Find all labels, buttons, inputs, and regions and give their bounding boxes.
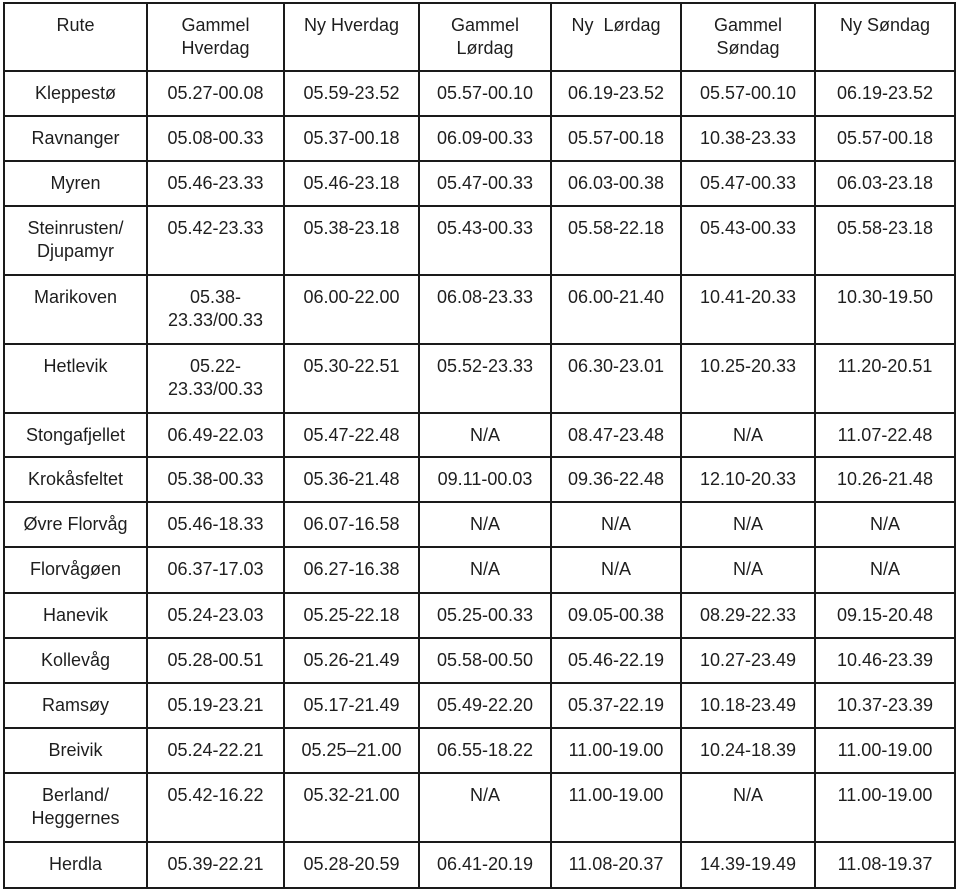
- route-name: Krokåsfeltet: [27, 469, 124, 489]
- cell-gammel-sondag: [681, 502, 815, 547]
- time-range: 05.38-00.33: [167, 469, 264, 489]
- time-range: 05.24-22.21: [167, 740, 264, 760]
- route-name: Marikoven: [33, 287, 118, 307]
- time-range: 10.25-20.33: [699, 356, 797, 376]
- time-range: 05.42-23.33: [167, 218, 264, 238]
- cell-route: [4, 773, 147, 842]
- cell-ny-lordag: [551, 457, 681, 502]
- time-range: 05.52-23.33: [436, 356, 534, 376]
- cell-gammel-lordag: [419, 502, 551, 547]
- header-rute: [4, 3, 147, 71]
- cell-gammel-lordag: [419, 344, 551, 413]
- time-range: 05.28-20.59: [303, 854, 400, 874]
- route-name: Florvågøen: [29, 559, 122, 579]
- cell-ny-hverdag: [284, 842, 419, 888]
- cell-gammel-sondag: [681, 344, 815, 413]
- cell-ny-hverdag: [284, 344, 419, 413]
- time-range: 05.57-00.10: [699, 83, 797, 103]
- time-range: 09.36-22.48: [567, 469, 665, 489]
- table-row: [4, 161, 955, 206]
- time-range: 06.30-23.01: [567, 356, 665, 376]
- cell-gammel-lordag: [419, 683, 551, 728]
- time-range: 05.25-00.33: [436, 605, 534, 625]
- cell-gammel-lordag: [419, 547, 551, 593]
- time-range: N/A: [600, 559, 631, 579]
- route-name: Berland/ Heggernes: [31, 785, 120, 828]
- time-range: N/A: [469, 559, 500, 579]
- time-range: 05.39-22.21: [167, 854, 264, 874]
- route-name: Ramsøy: [42, 695, 109, 715]
- time-range: 06.37-17.03: [167, 559, 264, 579]
- cell-gammel-hverdag: [147, 161, 284, 206]
- time-range: 06.49-22.03: [167, 425, 264, 445]
- time-range: N/A: [469, 425, 500, 445]
- table-row: [4, 206, 955, 275]
- route-name: Kleppestø: [34, 83, 117, 103]
- cell-ny-hverdag: [284, 638, 419, 683]
- cell-gammel-lordag: [419, 773, 551, 842]
- time-range: 11.08-19.37: [837, 854, 933, 874]
- cell-gammel-hverdag: [147, 413, 284, 457]
- table-row: [4, 773, 955, 842]
- time-range: 05.58-22.18: [567, 218, 665, 238]
- time-range: 05.32-21.00: [303, 785, 400, 805]
- header-gammel-sondag: [681, 3, 815, 71]
- cell-gammel-lordag: [419, 206, 551, 275]
- route-name: Hetlevik: [43, 356, 108, 376]
- time-range: 05.47-00.33: [699, 173, 797, 193]
- cell-gammel-hverdag: [147, 275, 284, 344]
- time-range: 05.47-22.48: [303, 425, 400, 445]
- cell-ny-lordag: [551, 547, 681, 593]
- table-row: [4, 593, 955, 638]
- time-range: 05.58-23.18: [836, 218, 934, 238]
- route-name: Øvre Florvåg: [23, 514, 128, 534]
- cell-gammel-sondag: [681, 547, 815, 593]
- cell-ny-sondag: [815, 206, 955, 275]
- cell-ny-sondag: [815, 547, 955, 593]
- cell-ny-hverdag: [284, 413, 419, 457]
- cell-route: [4, 593, 147, 638]
- cell-gammel-sondag: [681, 773, 815, 842]
- table-row: [4, 547, 955, 593]
- cell-gammel-lordag: [419, 116, 551, 161]
- cell-route: [4, 683, 147, 728]
- time-range: 11.00-19.00: [568, 785, 664, 805]
- route-name: Hanevik: [42, 605, 109, 625]
- time-range: 06.08-23.33: [436, 287, 534, 307]
- time-range: 10.41-20.33: [699, 287, 797, 307]
- cell-route: [4, 502, 147, 547]
- cell-ny-sondag: [815, 413, 955, 457]
- cell-route: [4, 344, 147, 413]
- cell-ny-lordag: [551, 773, 681, 842]
- cell-route: [4, 206, 147, 275]
- cell-gammel-sondag: [681, 71, 815, 116]
- cell-ny-lordag: [551, 413, 681, 457]
- time-range: 10.38-23.33: [699, 128, 797, 148]
- time-range: N/A: [732, 559, 763, 579]
- cell-route: [4, 161, 147, 206]
- time-range: 05.43-00.33: [699, 218, 797, 238]
- route-name: Ravnanger: [31, 128, 120, 148]
- time-range: 05.25-22.18: [303, 605, 400, 625]
- time-range: 10.46-23.39: [836, 650, 934, 670]
- time-range: 11.20-20.51: [837, 356, 933, 376]
- time-range: 05.58-00.50: [436, 650, 534, 670]
- cell-ny-lordag: [551, 344, 681, 413]
- time-range: 11.00-19.00: [837, 785, 933, 805]
- cell-gammel-lordag: [419, 71, 551, 116]
- time-range: N/A: [732, 514, 763, 534]
- time-range: 05.47-00.33: [436, 173, 534, 193]
- cell-gammel-hverdag: [147, 457, 284, 502]
- time-range: 11.00-19.00: [837, 740, 933, 760]
- time-range: 06.09-00.33: [436, 128, 534, 148]
- header-ny-hverdag: [284, 3, 419, 71]
- table-row: [4, 683, 955, 728]
- cell-ny-lordag: [551, 842, 681, 888]
- time-range: 06.41-20.19: [436, 854, 534, 874]
- header-label: Gammel Lørdag: [450, 15, 519, 58]
- cell-gammel-hverdag: [147, 773, 284, 842]
- time-range: 08.29-22.33: [699, 605, 797, 625]
- time-range: 06.00-21.40: [567, 287, 665, 307]
- route-name: Kollevåg: [40, 650, 111, 670]
- cell-gammel-sondag: [681, 206, 815, 275]
- time-range: 10.18-23.49: [699, 695, 797, 715]
- time-range: 09.05-00.38: [567, 605, 665, 625]
- cell-ny-sondag: [815, 502, 955, 547]
- time-range: 06.55-18.22: [436, 740, 534, 760]
- header-row: [4, 3, 955, 71]
- cell-gammel-hverdag: [147, 842, 284, 888]
- cell-ny-lordag: [551, 161, 681, 206]
- time-range: N/A: [732, 785, 763, 805]
- table-row: [4, 344, 955, 413]
- cell-route: [4, 413, 147, 457]
- route-name: Herdla: [48, 854, 103, 874]
- time-range: 05.38- 23.33/00.33: [167, 287, 264, 330]
- header-label: Ny Lørdag: [571, 15, 661, 35]
- time-range: 10.30-19.50: [836, 287, 934, 307]
- cell-gammel-hverdag: [147, 593, 284, 638]
- cell-ny-lordag: [551, 502, 681, 547]
- route-name: Myren: [50, 173, 101, 193]
- time-range: 10.24-18.39: [699, 740, 797, 760]
- time-range: 05.37-22.19: [567, 695, 665, 715]
- time-range: 05.17-21.49: [303, 695, 400, 715]
- cell-gammel-sondag: [681, 275, 815, 344]
- cell-route: [4, 71, 147, 116]
- cell-gammel-hverdag: [147, 728, 284, 773]
- time-range: 05.37-00.18: [303, 128, 400, 148]
- cell-ny-lordag: [551, 71, 681, 116]
- time-range: 06.19-23.52: [567, 83, 665, 103]
- cell-gammel-sondag: [681, 116, 815, 161]
- cell-route: [4, 547, 147, 593]
- time-range: 10.27-23.49: [699, 650, 797, 670]
- cell-ny-hverdag: [284, 457, 419, 502]
- cell-gammel-sondag: [681, 842, 815, 888]
- cell-ny-hverdag: [284, 206, 419, 275]
- cell-route: [4, 457, 147, 502]
- cell-gammel-lordag: [419, 275, 551, 344]
- time-range: 05.38-23.18: [303, 218, 400, 238]
- cell-ny-hverdag: [284, 547, 419, 593]
- cell-gammel-hverdag: [147, 502, 284, 547]
- cell-ny-sondag: [815, 842, 955, 888]
- time-range: N/A: [469, 514, 500, 534]
- cell-ny-sondag: [815, 71, 955, 116]
- time-range: N/A: [732, 425, 763, 445]
- cell-ny-sondag: [815, 683, 955, 728]
- cell-ny-sondag: [815, 728, 955, 773]
- cell-ny-lordag: [551, 638, 681, 683]
- cell-route: [4, 842, 147, 888]
- time-range: 05.25–21.00: [301, 740, 402, 760]
- time-range: 05.46-22.19: [567, 650, 665, 670]
- cell-ny-lordag: [551, 728, 681, 773]
- cell-ny-lordag: [551, 593, 681, 638]
- header-ny-sondag: [815, 3, 955, 71]
- cell-ny-sondag: [815, 773, 955, 842]
- time-range: 05.26-21.49: [303, 650, 400, 670]
- cell-ny-sondag: [815, 275, 955, 344]
- cell-gammel-sondag: [681, 593, 815, 638]
- time-range: 11.07-22.48: [837, 425, 933, 445]
- cell-gammel-hverdag: [147, 344, 284, 413]
- cell-ny-sondag: [815, 457, 955, 502]
- time-range: 11.08-20.37: [568, 854, 664, 874]
- time-range: 14.39-19.49: [699, 854, 797, 874]
- time-range: 05.57-00.18: [567, 128, 665, 148]
- cell-route: [4, 638, 147, 683]
- cell-gammel-hverdag: [147, 683, 284, 728]
- time-range: 05.59-23.52: [303, 83, 400, 103]
- time-range: N/A: [469, 785, 500, 805]
- header-label: Ny Hverdag: [303, 15, 400, 35]
- time-range: 05.46-23.33: [167, 173, 264, 193]
- cell-ny-hverdag: [284, 116, 419, 161]
- cell-ny-hverdag: [284, 593, 419, 638]
- time-range: 06.03-23.18: [836, 173, 934, 193]
- cell-gammel-lordag: [419, 161, 551, 206]
- cell-gammel-lordag: [419, 413, 551, 457]
- header-gammel-hverdag: [147, 3, 284, 71]
- table-row: [4, 275, 955, 344]
- cell-gammel-hverdag: [147, 547, 284, 593]
- cell-ny-lordag: [551, 275, 681, 344]
- header-label: Gammel Søndag: [713, 15, 782, 58]
- time-range: 10.37-23.39: [836, 695, 934, 715]
- time-range: 06.00-22.00: [303, 287, 400, 307]
- time-range: 05.08-00.33: [167, 128, 264, 148]
- cell-route: [4, 116, 147, 161]
- table-row: [4, 116, 955, 161]
- cell-gammel-sondag: [681, 683, 815, 728]
- cell-gammel-sondag: [681, 413, 815, 457]
- cell-ny-hverdag: [284, 728, 419, 773]
- header-ny-lordag: [551, 3, 681, 71]
- cell-ny-lordag: [551, 116, 681, 161]
- cell-gammel-hverdag: [147, 638, 284, 683]
- cell-ny-lordag: [551, 683, 681, 728]
- cell-ny-hverdag: [284, 683, 419, 728]
- time-range: 05.57-00.10: [436, 83, 534, 103]
- cell-gammel-sondag: [681, 161, 815, 206]
- schedule-table: [3, 2, 956, 889]
- time-range: 12.10-20.33: [699, 469, 797, 489]
- cell-ny-hverdag: [284, 773, 419, 842]
- time-range: 05.46-18.33: [167, 514, 264, 534]
- cell-ny-lordag: [551, 206, 681, 275]
- time-range: 05.57-00.18: [836, 128, 934, 148]
- cell-ny-sondag: [815, 638, 955, 683]
- header-label: Ny Søndag: [839, 15, 931, 35]
- cell-gammel-hverdag: [147, 116, 284, 161]
- time-range: 05.42-16.22: [167, 785, 264, 805]
- time-range: N/A: [869, 559, 900, 579]
- time-range: 09.15-20.48: [836, 605, 934, 625]
- route-name: Steinrusten/ Djupamyr: [27, 218, 124, 261]
- cell-route: [4, 728, 147, 773]
- cell-gammel-lordag: [419, 457, 551, 502]
- time-range: 05.49-22.20: [436, 695, 534, 715]
- table-row: [4, 457, 955, 502]
- header-gammel-lordag: [419, 3, 551, 71]
- cell-gammel-hverdag: [147, 206, 284, 275]
- time-range: 05.36-21.48: [303, 469, 400, 489]
- time-range: 11.00-19.00: [568, 740, 664, 760]
- cell-gammel-lordag: [419, 638, 551, 683]
- time-range: 05.27-00.08: [167, 83, 264, 103]
- cell-ny-hverdag: [284, 71, 419, 116]
- cell-ny-sondag: [815, 344, 955, 413]
- table-row: [4, 842, 955, 888]
- time-range: 05.28-00.51: [167, 650, 264, 670]
- cell-ny-hverdag: [284, 161, 419, 206]
- cell-ny-hverdag: [284, 502, 419, 547]
- cell-gammel-sondag: [681, 728, 815, 773]
- time-range: 06.07-16.58: [303, 514, 400, 534]
- time-range: 05.19-23.21: [167, 695, 264, 715]
- time-range: N/A: [869, 514, 900, 534]
- cell-ny-hverdag: [284, 275, 419, 344]
- time-range: 09.11-00.03: [437, 469, 533, 489]
- time-range: 05.43-00.33: [436, 218, 534, 238]
- time-range: 05.30-22.51: [303, 356, 400, 376]
- time-range: 06.19-23.52: [836, 83, 934, 103]
- route-name: Stongafjellet: [25, 425, 126, 445]
- cell-gammel-lordag: [419, 593, 551, 638]
- table-body: [4, 71, 955, 888]
- cell-ny-sondag: [815, 161, 955, 206]
- table-row: [4, 638, 955, 683]
- time-range: 05.22- 23.33/00.33: [167, 356, 264, 399]
- cell-gammel-sondag: [681, 457, 815, 502]
- header-label: Gammel Hverdag: [181, 15, 250, 58]
- table-row: [4, 413, 955, 457]
- table-row: [4, 728, 955, 773]
- time-range: N/A: [600, 514, 631, 534]
- cell-ny-sondag: [815, 116, 955, 161]
- time-range: 08.47-23.48: [567, 425, 665, 445]
- cell-gammel-hverdag: [147, 71, 284, 116]
- cell-route: [4, 275, 147, 344]
- cell-gammel-lordag: [419, 842, 551, 888]
- time-range: 06.27-16.38: [303, 559, 400, 579]
- time-range: 06.03-00.38: [567, 173, 665, 193]
- cell-ny-sondag: [815, 593, 955, 638]
- table-row: [4, 71, 955, 116]
- table-row: [4, 502, 955, 547]
- time-range: 05.24-23.03: [167, 605, 264, 625]
- time-range: 05.46-23.18: [303, 173, 400, 193]
- route-name: Breivik: [48, 740, 103, 760]
- time-range: 10.26-21.48: [836, 469, 934, 489]
- cell-gammel-lordag: [419, 728, 551, 773]
- cell-gammel-sondag: [681, 638, 815, 683]
- header-label: Rute: [56, 15, 95, 35]
